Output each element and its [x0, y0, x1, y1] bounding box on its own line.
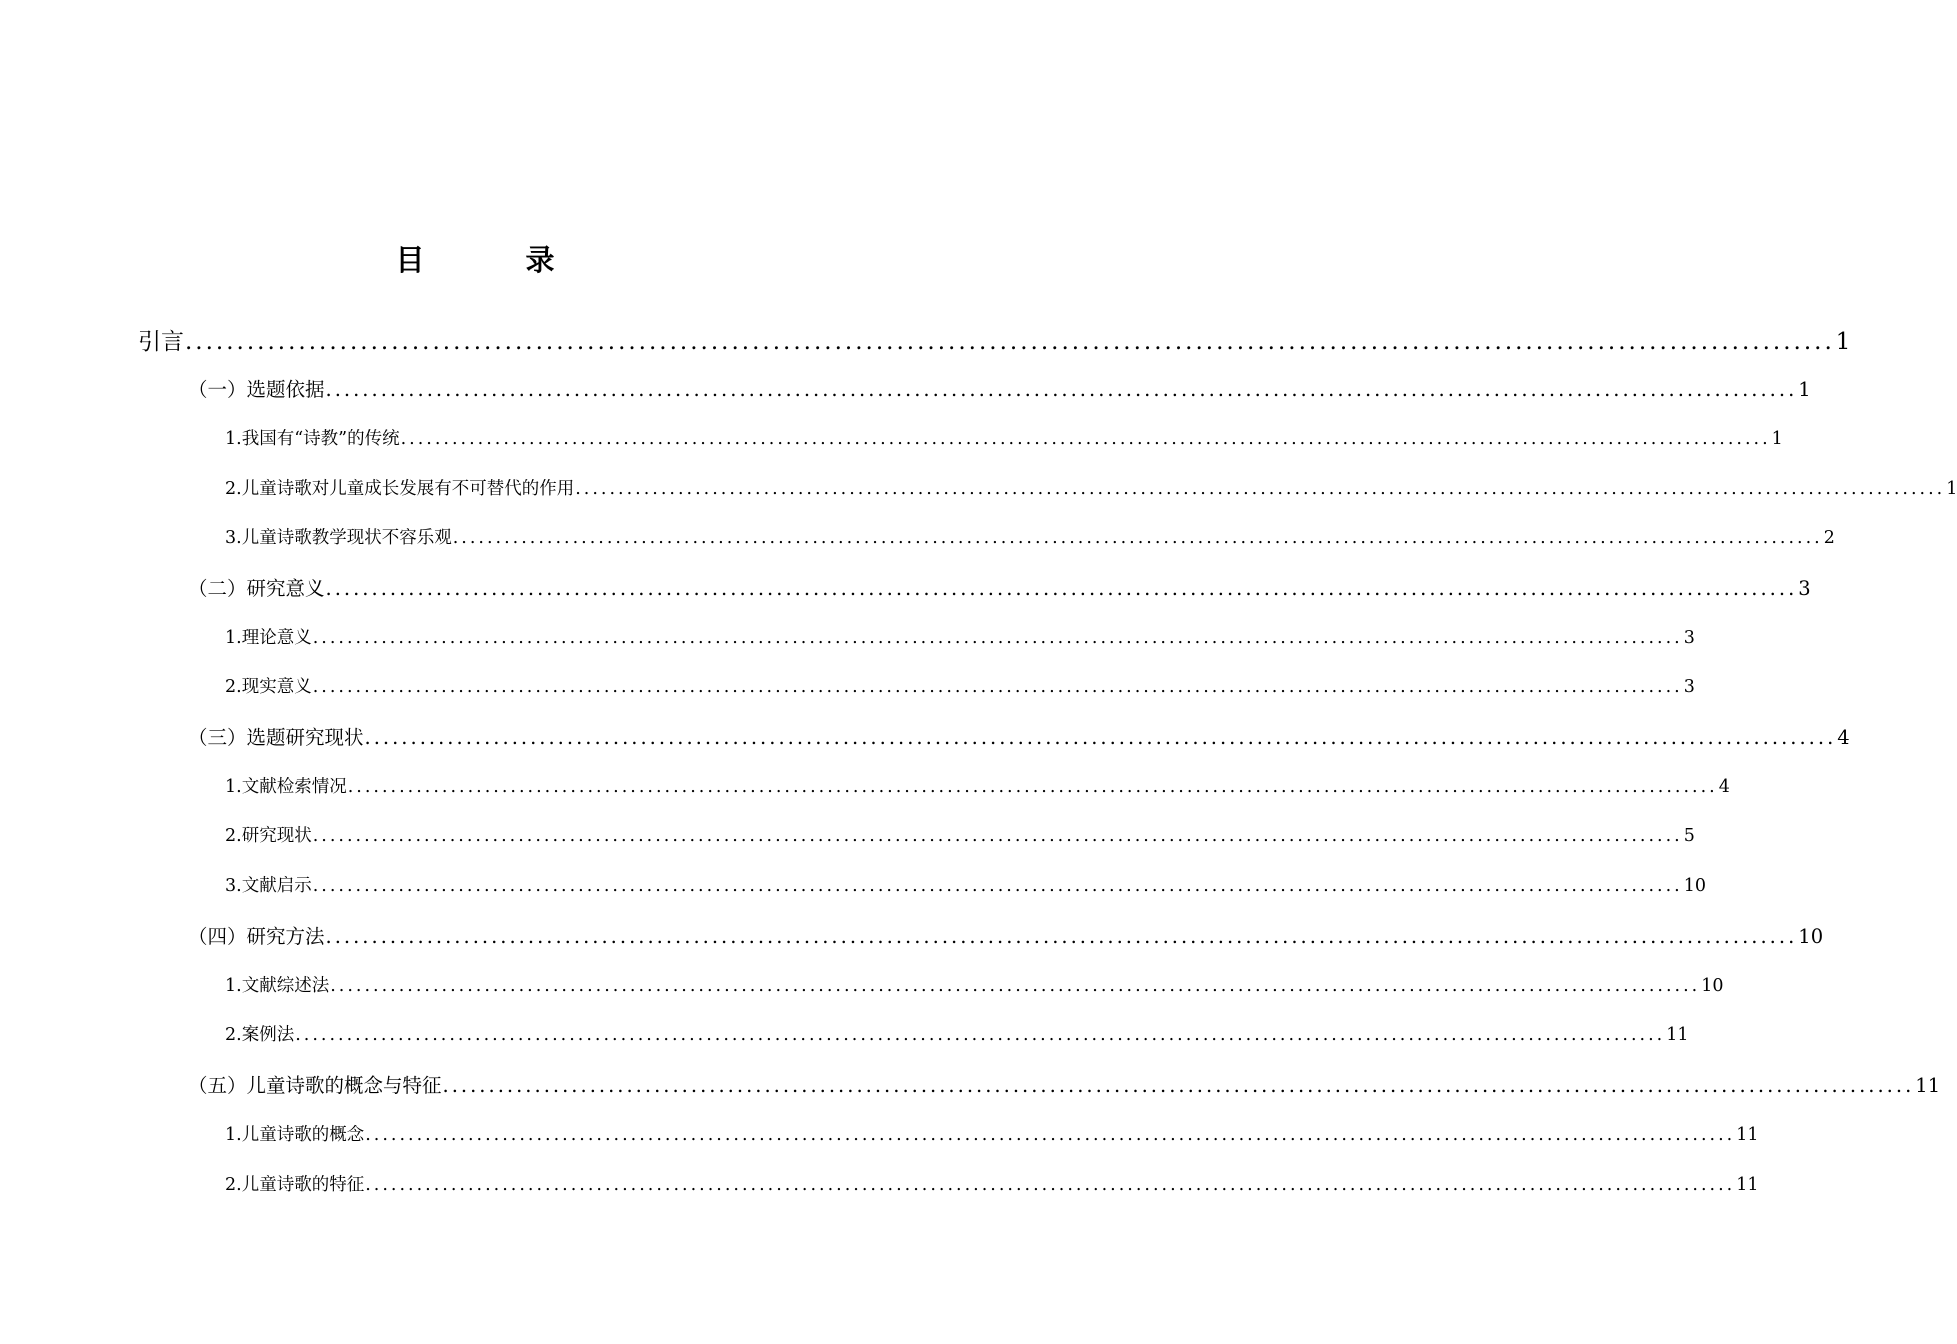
toc-entry[interactable] — [225, 624, 1695, 649]
toc-leader-dots: ................................................................................................................................................................ — [312, 677, 1683, 697]
toc-entry-label: （五）儿童诗歌的概念与特征 — [188, 1074, 442, 1097]
toc-entry[interactable] — [225, 872, 1707, 897]
toc-entry-label: 3.文献启示 — [225, 876, 312, 896]
toc-leader-dots: ................................................................................................................................................................ — [365, 1125, 1736, 1145]
toc-entry[interactable] — [188, 722, 1850, 750]
toc-entry[interactable] — [225, 673, 1695, 698]
toc-entry[interactable] — [225, 773, 1730, 798]
toc-leader-dots: ................................................................................................................................................................ — [185, 329, 1835, 355]
toc-page-number: 5 — [1683, 826, 1695, 846]
toc-entry-label: 2.儿童诗歌的特征 — [225, 1175, 365, 1195]
toc-page-number: 3 — [1798, 577, 1811, 600]
toc-entry[interactable] — [225, 1021, 1689, 1046]
toc-entry[interactable] — [188, 374, 1811, 402]
toc-entry-label: 引言 — [138, 329, 184, 355]
toc-entry[interactable] — [225, 425, 1783, 450]
toc-leader-dots: ................................................................................................................................................................ — [325, 378, 1798, 401]
toc-entry[interactable] — [225, 524, 1835, 549]
toc-entry-label: （一）选题依据 — [188, 378, 325, 401]
toc-page-number: 3 — [1683, 628, 1695, 648]
toc-leader-dots: ................................................................................................................................................................ — [365, 1175, 1736, 1195]
toc-page-number: 10 — [1798, 925, 1824, 948]
toc-entry[interactable] — [225, 475, 1957, 500]
toc-leader-dots: ................................................................................................................................................................ — [312, 876, 1683, 896]
toc-page-number: 2 — [1823, 528, 1835, 548]
toc-entry-label: 1.儿童诗歌的概念 — [225, 1125, 365, 1145]
toc-page-number: 3 — [1683, 677, 1695, 697]
toc-entry-label: 1.文献综述法 — [225, 976, 330, 996]
toc-entry-label: 2.案例法 — [225, 1025, 295, 1045]
toc-entry-label: 1.文献检索情况 — [225, 777, 347, 797]
toc-leader-dots: ................................................................................................................................................................ — [312, 628, 1683, 648]
toc-leader-dots: ................................................................................................................................................................ — [442, 1074, 1915, 1097]
toc-entry-label: 1.我国有“诗教”的传统 — [225, 429, 400, 449]
toc-leader-dots: ................................................................................................................................................................ — [330, 976, 1701, 996]
toc-entry-label: 2.儿童诗歌对儿童成长发展有不可替代的作用 — [225, 479, 575, 499]
toc-leader-dots: ................................................................................................................................................................ — [347, 777, 1718, 797]
toc-page-number: 11 — [1666, 1025, 1689, 1045]
toc-entry-label: 1.理论意义 — [225, 628, 312, 648]
toc-entry[interactable] — [225, 1121, 1759, 1146]
toc-entry-label: （三）选题研究现状 — [188, 726, 364, 749]
toc-leader-dots: ................................................................................................................................................................ — [575, 479, 1946, 499]
toc-leader-dots: ................................................................................................................................................................ — [364, 726, 1837, 749]
toc-entry[interactable] — [188, 573, 1811, 601]
toc-page-number: 4 — [1837, 726, 1850, 749]
toc-page-number: 1 — [1946, 479, 1957, 499]
toc-entry-label: 2.研究现状 — [225, 826, 312, 846]
toc-page-number: 1 — [1835, 329, 1851, 355]
toc-entry-label: 3.儿童诗歌教学现状不容乐观 — [225, 528, 452, 548]
toc-page-number: 11 — [1915, 1074, 1941, 1097]
toc-page-number: 11 — [1736, 1175, 1759, 1195]
toc-entry[interactable] — [225, 1171, 1759, 1196]
toc-entry-label: 2.现实意义 — [225, 677, 312, 697]
toc-leader-dots: ................................................................................................................................................................ — [295, 1025, 1666, 1045]
toc-title: 目 录 — [395, 243, 591, 277]
toc-page-number: 1 — [1798, 378, 1811, 401]
toc-page-number: 10 — [1701, 976, 1724, 996]
toc-entry[interactable] — [138, 323, 1851, 356]
toc-page-number: 1 — [1771, 429, 1783, 449]
toc-entry-label: （四）研究方法 — [188, 925, 325, 948]
toc-leader-dots: ................................................................................................................................................................ — [325, 577, 1798, 600]
toc-leader-dots: ................................................................................................................................................................ — [452, 528, 1823, 548]
toc-leader-dots: ................................................................................................................................................................ — [325, 925, 1798, 948]
toc-leader-dots: ................................................................................................................................................................ — [400, 429, 1771, 449]
toc-entry[interactable] — [188, 1070, 1941, 1098]
toc-page-number: 10 — [1683, 876, 1707, 896]
toc-leader-dots: ................................................................................................................................................................ — [312, 826, 1683, 846]
toc-entry[interactable] — [225, 822, 1695, 847]
toc-page-number: 4 — [1718, 777, 1730, 797]
toc-entry-label: （二）研究意义 — [188, 577, 325, 600]
toc-page-number: 11 — [1736, 1125, 1759, 1145]
toc-entry[interactable] — [188, 921, 1824, 949]
toc-entry[interactable] — [225, 972, 1724, 997]
